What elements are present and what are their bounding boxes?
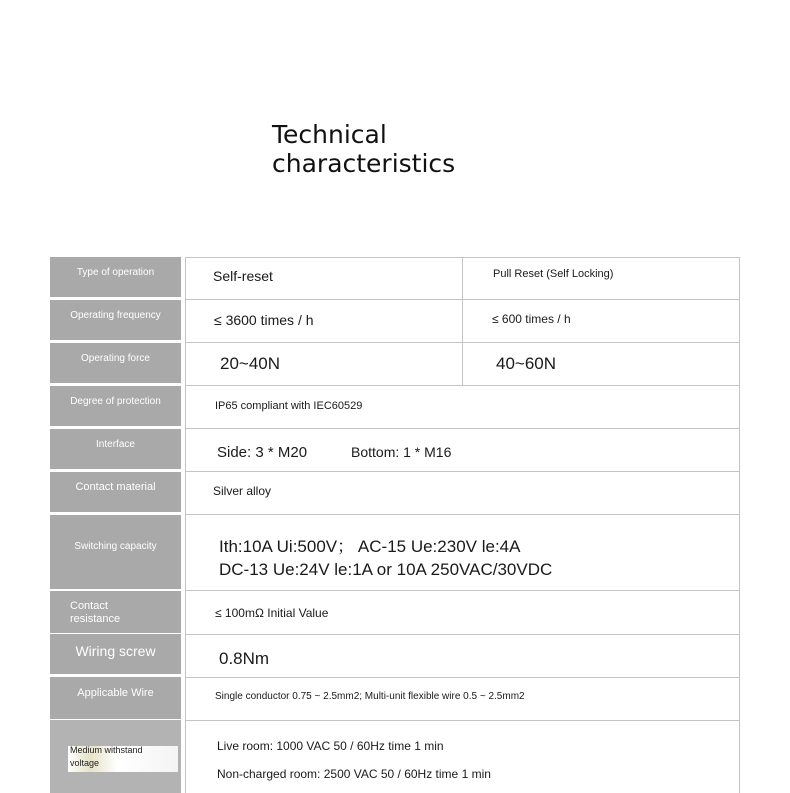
row-label-interface [50,429,181,469]
row-label-wiring-screw [50,634,181,674]
label-text: Type of operation [76,267,155,278]
row-label-switching-capacity [50,515,181,589]
row-label-operating-force [50,343,181,383]
value-text-bottom: Bottom: 1 * M16 [351,444,452,460]
spec-table [50,257,740,793]
value-text: Single conductor 0.75 ~ 2.5mm2; Multi-unit flexible wire 0.5 ~ 2.5mm2 [215,691,525,702]
value-text: Self-reset [213,268,273,284]
title-line-1: Technical [272,120,387,149]
cell-frequency-2 [462,299,740,343]
value-text-line-2: DC-13 Ue:24V le:1A or 10A 250VAC/30VDC [219,560,553,579]
cell-wiring-screw [185,634,740,678]
label-text: Operating force [81,353,150,364]
cell-force-2 [462,342,740,386]
row-label-type-of-operation [50,257,181,297]
value-text: Pull Reset (Self Locking) [493,268,614,280]
label-text-line-2: resistance [70,613,121,625]
label-text: Switching capacity [74,541,157,552]
value-text-line-1: Live room: 1000 VAC 50 / 60Hz time 1 min [217,739,444,753]
cell-interface [185,428,740,472]
row-label-contact-resistance [50,591,181,633]
label-text: Operating frequency [70,310,161,321]
value-text: ≤ 3600 times / h [214,312,314,328]
label-text: Wiring screw [75,643,156,659]
row-label-applicable-wire [50,677,181,719]
cell-protection [185,385,740,429]
page-title [272,120,455,178]
value-text: 20~40N [220,354,281,373]
value-text: 0.8Nm [219,649,270,668]
value-text: ≤ 600 times / h [492,312,571,326]
value-text-line-1: Ith:10A Ui:500V； AC-15 Ue:230V le:4A [219,537,521,556]
value-text-side: Side: 3 * M20 [217,444,308,461]
column-divider [462,257,463,386]
cell-self-reset [185,257,463,300]
row-label-contact-material [50,472,181,512]
row-label-degree-of-protection [50,386,181,426]
value-text: ≤ 100mΩ Initial Value [215,606,329,620]
label-text [70,744,143,770]
cell-contact-material [185,471,740,515]
row-label-medium-withstand-voltage [50,720,181,793]
cell-contact-resistance [185,590,740,635]
cell-applicable-wire [185,677,740,721]
label-text: Interface [96,439,135,450]
label-text: Applicable Wire [77,687,154,699]
label-text: Contact material [75,481,156,493]
value-text: 40~60N [496,354,557,373]
cell-switching-capacity [185,514,740,591]
cell-frequency-1 [185,299,463,343]
value-text: IP65 compliant with IEC60529 [215,400,363,412]
value-text-line-2: Non-charged room: 2500 VAC 50 / 60Hz time 1 min [217,767,491,781]
cell-pull-reset [462,257,740,300]
value-text: Silver alloy [213,484,272,498]
label-text: Degree of protection [70,396,161,407]
row-label-operating-frequency [50,300,181,340]
cell-medium-withstand-voltage [185,720,740,793]
label-text-line-1: Medium withstand [70,745,143,755]
cell-force-1 [185,342,463,386]
label-text-line-2: voltage [70,758,100,768]
label-text-line-1: Contact [70,600,108,612]
title-line-2: characteristics [272,149,456,178]
